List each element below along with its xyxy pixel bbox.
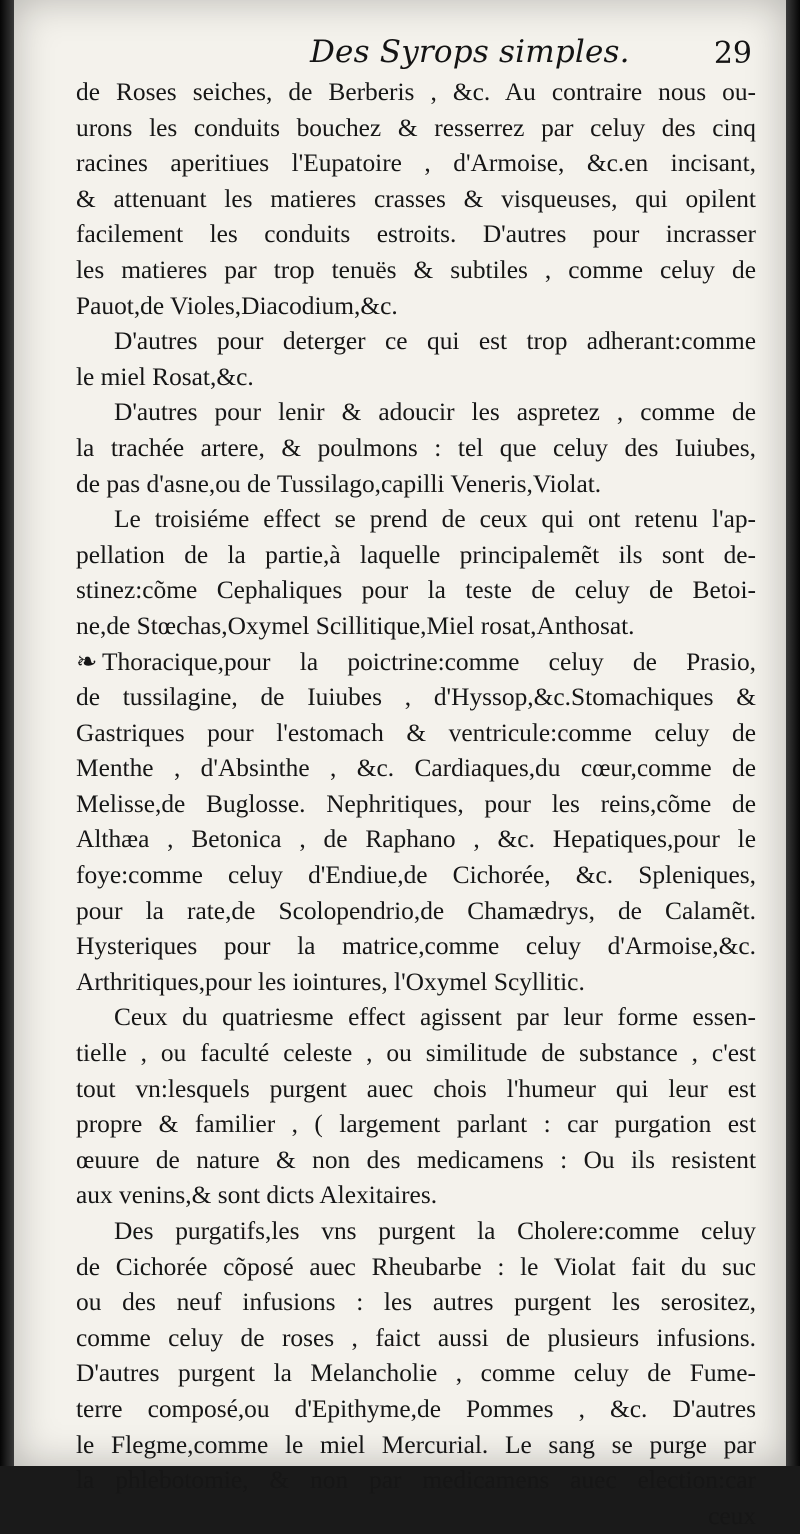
text-line [76, 1285, 756, 1321]
text-line [76, 716, 756, 752]
text-line [76, 467, 756, 503]
text-line [76, 1072, 756, 1108]
text-line-content: Menthe , d'Absinthe , &c. Cardiaques,du cœur,comme de [76, 754, 756, 783]
text-line [76, 1000, 756, 1036]
running-title: Des Syrops simples. [310, 34, 630, 70]
text-line-content: le miel Rosat,&c. [76, 362, 254, 391]
text-line [76, 360, 756, 396]
left-shadow [0, 0, 14, 1466]
paragraph-mark-icon: ❧ [76, 647, 98, 676]
text-line [76, 502, 756, 538]
text-line-content: ne,de Stœchas,Oxymel Scillitique,Miel rosat,Anthosat. [76, 611, 635, 640]
text-line [76, 1463, 756, 1499]
body-text [76, 75, 756, 1534]
text-line-content: Gastriques pour l'estomach & ventricule:comme celuy de [76, 718, 756, 747]
text-line [76, 965, 756, 1001]
text-line-content: la trachée artere, & poulmons : tel que celuy des Iuiubes, [76, 433, 756, 462]
text-line [76, 751, 756, 787]
book-page [14, 0, 786, 1530]
text-line-content: Arthritiques,pour les iointures, l'Oxymel Scyllitic. [76, 967, 585, 996]
text-line-content: foye:comme celuy d'Endiue,de Cichorée, &c. Spleniques, [76, 861, 756, 890]
text-line [76, 1321, 756, 1357]
text-line-content: & attenuant les matieres crasses & visqueuses, qui opilent [76, 184, 756, 213]
text-line [76, 858, 756, 894]
right-shadow [786, 0, 800, 1466]
text-line [76, 253, 756, 289]
text-line [76, 324, 756, 360]
text-line-content: aux venins,& sont dicts Alexitaires. [76, 1181, 438, 1210]
text-line-content: terre composé,ou d'Epithyme,de Pommes , &c. D'autres [76, 1394, 756, 1423]
text-line-content: comme celuy de roses , faict aussi de plusieurs infusions. [76, 1323, 756, 1352]
text-line [76, 573, 756, 609]
text-line-content: propre & familier , ( largement parlant : car purgation est [76, 1110, 756, 1139]
text-line-content: urons les conduits bouchez & resserrez par celuy des cinq [76, 113, 756, 142]
text-line [76, 538, 756, 574]
text-line [76, 787, 756, 823]
text-line [76, 146, 756, 182]
text-line [76, 182, 756, 218]
page-header [14, 34, 786, 78]
text-line [76, 1143, 756, 1179]
text-line [76, 822, 756, 858]
text-line-content: la phlebotomie, & non par medicamens auec election:car [76, 1466, 756, 1495]
text-line-content: pour la rate,de Scolopendrio,de Chamædrys, de Calamẽt. [76, 896, 756, 925]
text-line-content: Althæa , Betonica , de Raphano , &c. Hepatiques,pour le [76, 825, 756, 854]
text-line-content: stinez:cõme Cephaliques pour la teste de celuy de Betoi- [76, 576, 756, 605]
text-line-content: ou des neuf infusions : les autres purgent les serositez, [76, 1288, 756, 1317]
catchword: ceux [708, 1501, 756, 1530]
text-line-content: racines aperitiues l'Eupatoire , d'Armoise, &c.en incisant, [76, 149, 756, 178]
text-line-content: le Flegme,comme le miel Mercurial. Le sang se purge par [76, 1430, 756, 1459]
text-line-content: de tussilagine, de Iuiubes , d'Hyssop,&c.Stomachiques & [76, 683, 756, 712]
text-line [76, 395, 756, 431]
text-line-content: pellation de la partie,à laquelle principalemẽt ils sont de- [76, 540, 756, 569]
page-number: 29 [713, 36, 752, 71]
text-line-content: Hysteriques pour la matrice,comme celuy d'Armoise,&c. [76, 932, 756, 961]
text-line-content: Ceux du quatriesme effect agissent par leur forme essen- [114, 1003, 756, 1032]
text-line-content: les matieres par trop tenuës & subtiles , comme celuy de [76, 255, 756, 284]
text-line [76, 680, 756, 716]
text-line [76, 1356, 756, 1392]
text-line [76, 645, 756, 681]
text-line [76, 1214, 756, 1250]
text-line [76, 289, 756, 325]
text-line [76, 1178, 756, 1214]
text-line-content: Pauot,de Violes,Diacodium,&c. [76, 291, 398, 320]
text-line-content: D'autres pour lenir & adoucir les aspretez , comme de [114, 398, 756, 427]
text-line-content: de pas d'asne,ou de Tussilago,capilli Veneris,Violat. [76, 469, 602, 498]
text-line-content: Thoracique,pour la poictrine:comme celuy de Prasio, [102, 647, 756, 676]
text-line-content: tielle , ou faculté celeste , ou similitude de substance , c'est [76, 1039, 756, 1068]
text-line-content: D'autres pour deterger ce qui est trop adherant:comme [114, 327, 756, 356]
text-line-content: Melisse,de Buglosse. Nephritiques, pour les reins,cõme de [76, 789, 756, 818]
text-line-content: de Roses seiches, de Berberis , &c. Au contraire nous ou- [76, 78, 756, 106]
text-line [76, 75, 756, 111]
text-line [76, 111, 756, 147]
text-line-content: D'autres purgent la Melancholie , comme celuy de Fume- [76, 1359, 756, 1388]
text-line [76, 1036, 756, 1072]
text-line-content: œuure de nature & non des medicamens : Ou ils resistent [76, 1145, 756, 1174]
text-line [76, 1250, 756, 1286]
text-line [76, 1392, 756, 1428]
text-line-content: de Cichorée cõposé auec Rheubarbe : le Violat fait du suc [76, 1252, 756, 1281]
text-line-content: Des purgatifs,les vns purgent la Cholere:comme celuy [114, 1217, 756, 1245]
text-line-content: facilement les conduits estroits. D'autres pour incrasser [76, 220, 756, 249]
text-line-content: tout vn:lesquels purgent auec chois l'humeur qui leur est [76, 1074, 756, 1103]
text-line [76, 609, 756, 645]
text-line [76, 1107, 756, 1143]
text-line [76, 431, 756, 467]
text-line [76, 217, 756, 253]
text-line-content: Le troisiéme effect se prend de ceux qui ont retenu l'ap- [114, 505, 756, 534]
text-line [76, 1428, 756, 1464]
text-line [76, 929, 756, 965]
text-line [76, 894, 756, 930]
